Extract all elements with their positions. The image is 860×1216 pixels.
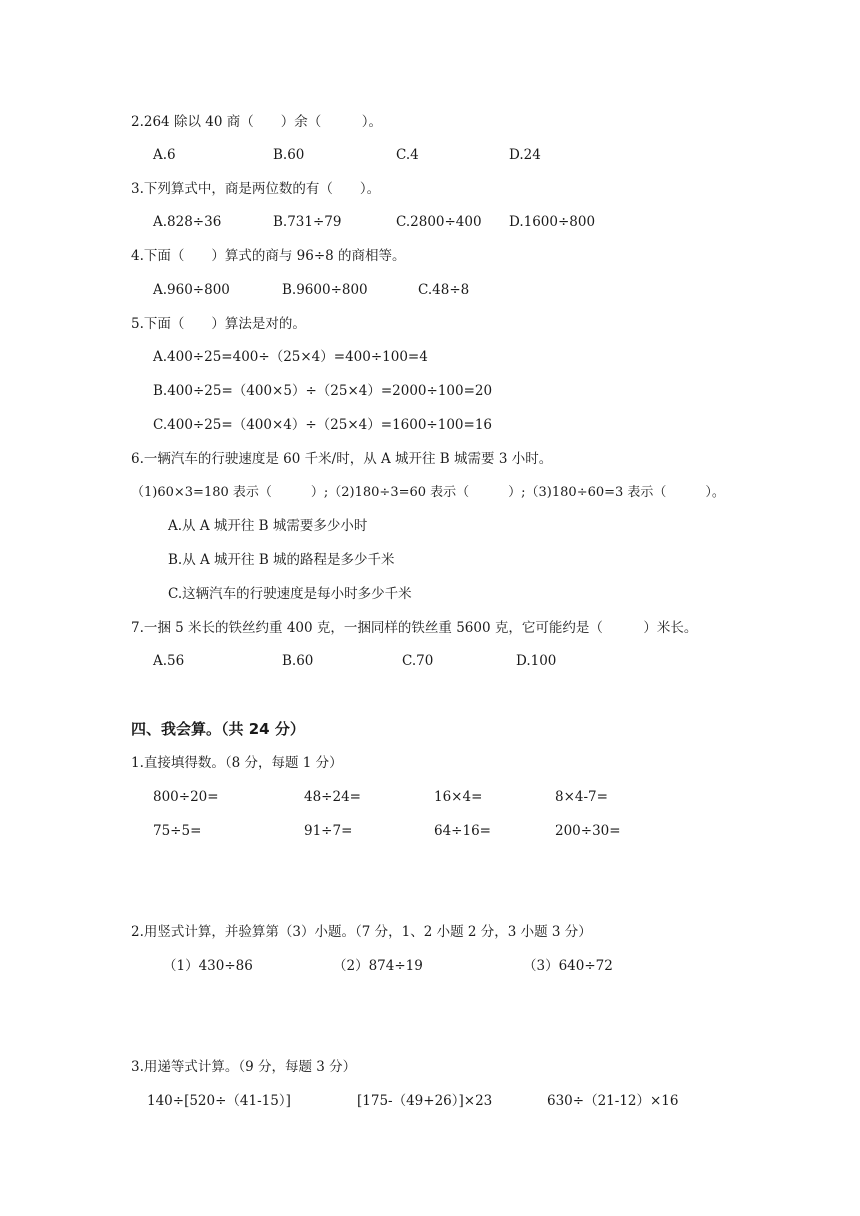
question-5-option-c: C.400÷25=（400×4）÷（25×4）=1600÷100=16 — [153, 417, 493, 433]
question-3-option-a: A.828÷36 — [153, 214, 222, 230]
question-7-option-c: C.70 — [402, 653, 434, 669]
calc-item: 800÷20= — [153, 789, 219, 805]
question-6-option-c: C.这辆汽车的行驶速度是每小时多少千米 — [168, 586, 412, 602]
question-5-option-b: B.400÷25=（400×5）÷（25×4）=2000÷100=20 — [153, 383, 493, 399]
part-1-title: 1.直接填得数。（8 分，每题 1 分） — [131, 755, 343, 771]
question-6-option-b: B.从 A 城开往 B 城的路程是多少千米 — [168, 552, 395, 568]
stepwise-calc-item-2: [175-（49+26）]×23 — [357, 1093, 493, 1109]
calc-item: 75÷5= — [153, 823, 202, 839]
question-3-option-c: C.2800÷400 — [396, 214, 482, 230]
question-5-option-a: A.400÷25=400÷（25×4）=400÷100=4 — [153, 349, 428, 365]
calc-item: 91÷7= — [304, 823, 353, 839]
question-3-stem: 3.下列算式中，商是两位数的有（ ）。 — [131, 181, 381, 197]
question-2-stem: 2.264 除以 40 商（ ）余（ ）。 — [131, 114, 382, 130]
calc-item: 64÷16= — [434, 823, 491, 839]
calc-item: 48÷24= — [304, 789, 361, 805]
stepwise-calc-item-3: 630÷（21-12）×16 — [547, 1093, 679, 1109]
question-2-option-d: D.24 — [509, 147, 541, 163]
question-2-option-b: B.60 — [273, 147, 305, 163]
question-7-option-a: A.56 — [153, 653, 185, 669]
question-6-stem: 6.一辆汽车的行驶速度是 60 千米/时，从 A 城开往 B 城需要 3 小时。 — [131, 451, 553, 467]
question-6-option-a: A.从 A 城开往 B 城需要多少小时 — [168, 518, 368, 534]
question-3-option-b: B.731÷79 — [273, 214, 342, 230]
stepwise-calc-item-1: 140÷[520÷（41-15）] — [147, 1093, 291, 1109]
question-7-option-b: B.60 — [282, 653, 314, 669]
part-3-title: 3.用递等式计算。（9 分，每题 3 分） — [131, 1059, 357, 1075]
calc-item: 8×4-7= — [555, 789, 608, 805]
vertical-calc-item-2: （2）874÷19 — [333, 958, 423, 974]
question-4-option-b: B.9600÷800 — [282, 282, 368, 298]
question-4-stem: 4.下面（ ）算式的商与 96÷8 的商相等。 — [131, 248, 406, 264]
vertical-calc-item-3: （3）640÷72 — [523, 958, 613, 974]
question-2-option-a: A.6 — [153, 147, 176, 163]
part-2-title: 2.用竖式计算，并验算第（3）小题。（7 分，1、2 小题 2 分，3 小题 3 分） — [131, 924, 592, 940]
vertical-calc-item-1: （1）430÷86 — [163, 958, 253, 974]
question-3-option-d: D.1600÷800 — [509, 214, 596, 230]
question-7-option-d: D.100 — [516, 653, 557, 669]
calc-item: 16×4= — [434, 789, 483, 805]
question-6-subquestions: （1)60×3=180 表示（ ）;（2)180÷3=60 表示（ ）;（3)180÷60=3 表示（ ）。 — [131, 485, 725, 500]
question-4-option-a: A.960÷800 — [153, 282, 230, 298]
question-2-option-c: C.4 — [396, 147, 419, 163]
section-4-heading: 四、我会算。（共 24 分） — [131, 720, 305, 738]
question-4-option-c: C.48÷8 — [418, 282, 470, 298]
question-7-stem: 7.一捆 5 米长的铁丝约重 400 克，一捆同样的铁丝重 5600 克，它可能约是（ ）米长。 — [131, 620, 698, 636]
calc-item: 200÷30= — [555, 823, 621, 839]
question-5-stem: 5.下面（ ）算法是对的。 — [131, 316, 306, 332]
